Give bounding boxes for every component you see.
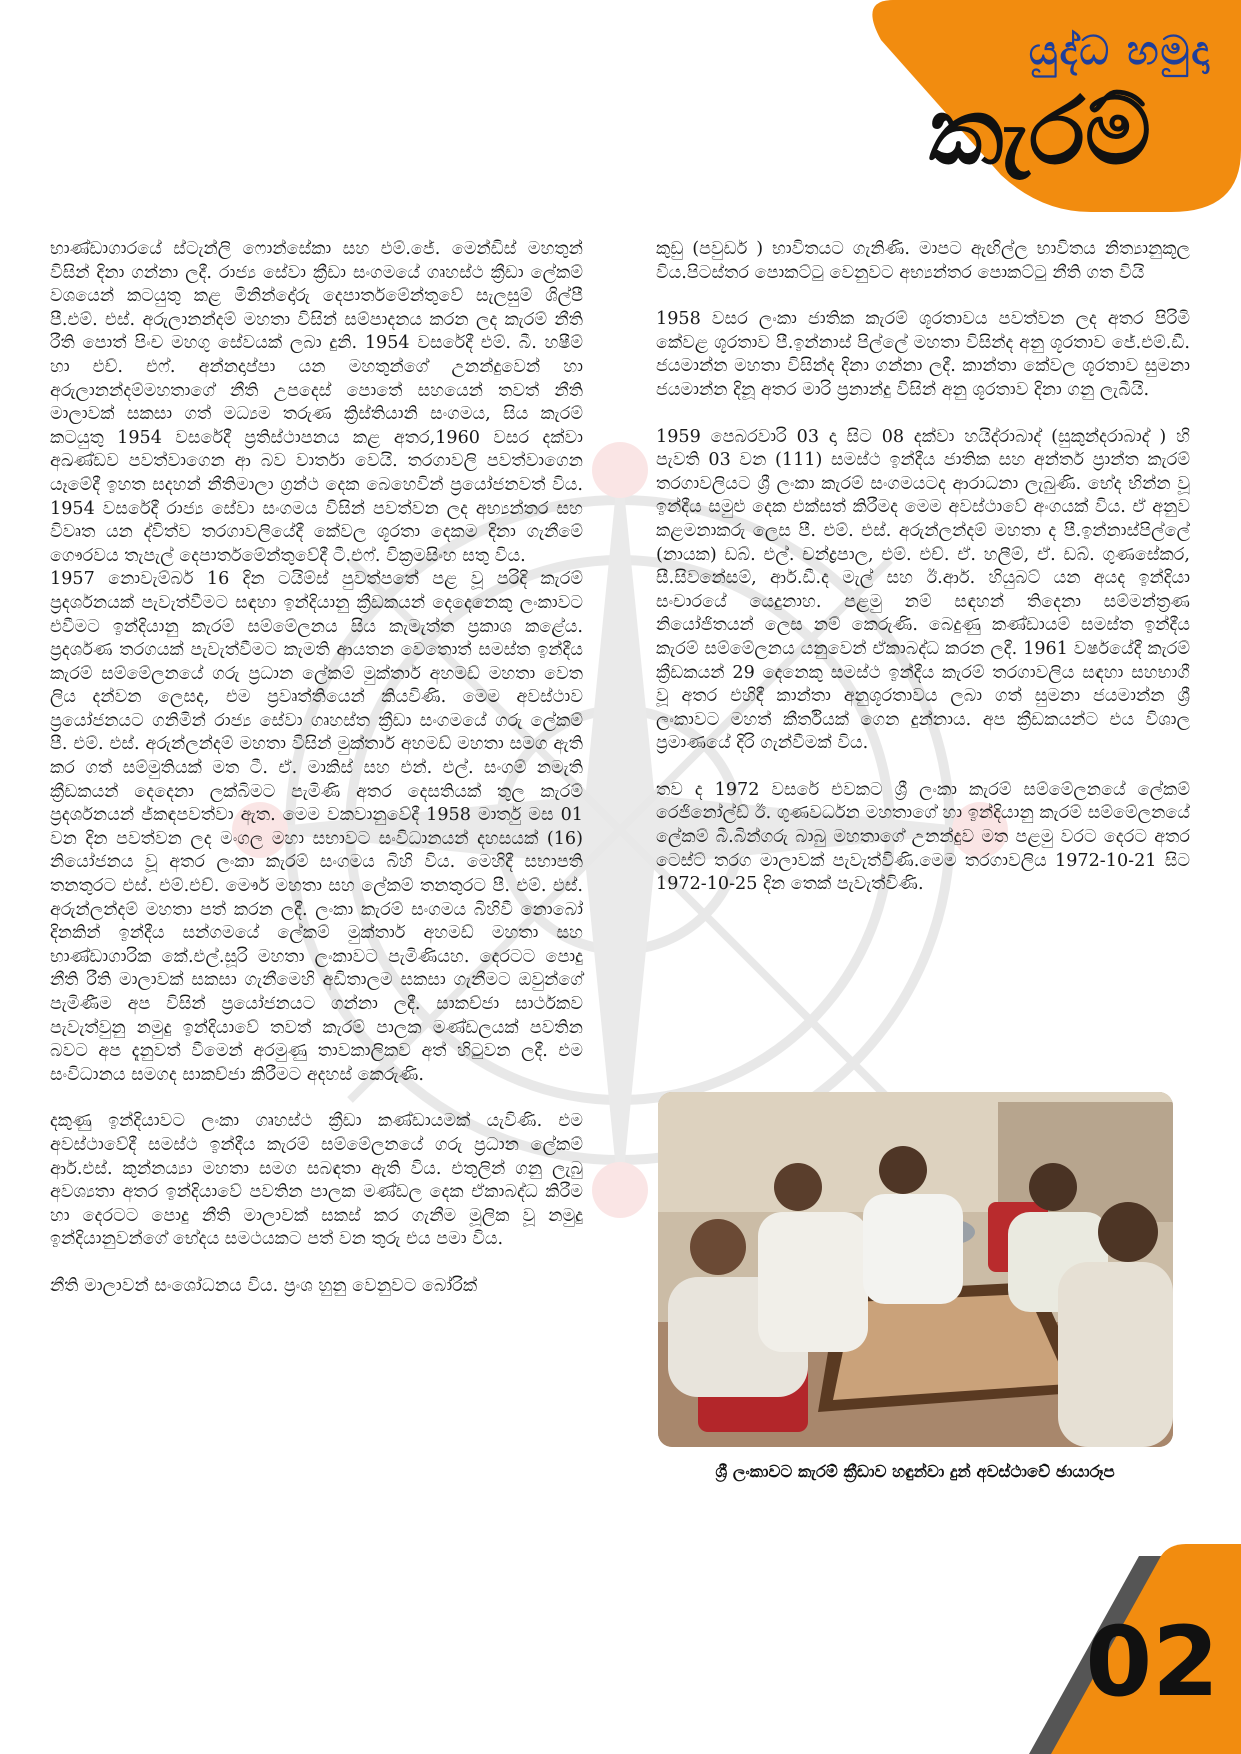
page-badge [981,1544,1241,1754]
photo-caption: ශ්‍රී ලංකාවට කැරම් ක්‍රීඩාව හඳුන්වා දුන් අවස්ථාවේ ඡායාරූප [715,1462,1115,1481]
carrom-photo-image [658,1092,1173,1447]
paragraph: 1958 වසර ලංකා ජාතික කැරම් ශූරතාවය පවත්වන ලද අතර පිරිමි කේවළ ශූරතාව පී.ඉන්නාස් පිල්ලේ මහතා විසින්ද අනු ශූරතාව ජේ.එම්.ඩී. ජයමාන්න මහතා විසින්ද දිනා ගන්නා ලදී. කාන්තා කේවල ශූරතාව සුමනා ජයමාන්න දිනූ අතර මාරි ප්‍රනාන්දු විසින් අනු ශූරතාව දිනා ගනු ලැබීයි. [656,309,1190,400]
page-number: 02 [1085,1606,1219,1718]
paragraph: කුඩු (පවුඩර් ) භාවිතයට ගැනිණි. මාපට ඇඟිල්ල භාවිතය නිත්‍යානුකූල විය.පිටස්තර පොකට්ටු වෙනුවට අභ්‍යන්තර පොකට්ටු නීති ගත වියි [656,239,1190,283]
carrom-photo [658,1092,1173,1447]
paragraph: තව ද 1972 වසරේ එවකට ශ්‍රී ලංකා කැරම් සම්මේලනයේ ලේකම් රෙජිනෝල්ඩ් ඊ. ගුණවර්ධන මහතාගේ හා ඉන්දියානු කැරම් සම්මේලනයේ ලේකම් බී.බින්ගරු බාබු මහතාගේ උනන්දුව මත පළමු වරට දෙරට අතර ටෙස්ට් තරග මාලාවක් පැවැත්විණි.මෙම තරගාවලිය 1972-10-21 සිට 1972-10-25 දින තෙක් පැවැත්විණි. [656,779,1190,895]
paragraph: නීති මාලාවන් සංශෝධනය විය. ප්‍රංශ හුනු වෙනුවට බෝරික් [50,1275,478,1296]
paragraph: 1959 පෙබරවාරි 03 දා සිට 08 දක්වා හයිද්රාබාද් (සුකුන්දරාබාද් ) හි පැවති 03 වන (111) සමස්ථ ඉන්දීය ජාතික සහ අන්තර් ප්‍රාන්ත කැරම් තරගාවලියට ශ්‍රී ලංකා කැරම් සංගමයටද ආරාධනා ලැබුණි. භේද භින්න වූ ඉන්දීය සමුළු දෙක එක්සත් කිරීමද මෙම අවස්ථාවේ අංගයක් විය. ඒ අනුව කළමනාකරු ලෙස පී. එම්. එස්. අරුන්ලන්දම් මහතා ද පී.ඉන්නාස්පිල්ලේ (නායක) ඩබ්. එල්. චන්ද්‍රපාල, එම්. එච්. ඒ. හලීම්, ඒ. ඩබ්. ගුණසේකර, සී.සිවනේසම්, ආර්.ඩී.ද මැල් සහ ඊ.ආර්. හියුබට් යන අයද ඉන්දියා සංචාරයේ යෙදුනාහ. පළමු නම් සඳහන් තිදෙනා සම්මන්ත්‍රණ නියෝජිතයන් ලෙස නම් කෙරුණි. බෙදුණු කණ්ඩායම් සමස්ත ඉන්දීය කැරම් සම්මේලනය යනුවෙන් ඒකාබද්ධ කරන ලදී. 1961 වර්ෂයේදී කැරම් ක්‍රීඩකයන් 29 දෙනෙකු සමස්ථ ඉන්දීය කැරම් තරගාවලිය සඳහා සහභාගී වූ අතර එහිදී කාන්තා අනුශූරතාවය ලබා ගත් සුමනා ජයමාන්න ශ්‍රී ලංකාවට මහත් කීර්තියක් ගෙන දුන්නාය. අප ක්‍රීඩකයන්ට එය විශාල ප්‍රමාණයේ දිරි ගැන්වීමක් විය. [656,426,1190,754]
paragraph: භාණ්ඩාගාරයේ ස්ටැන්ලි ෆොන්සේකා සහ එම්.ජේ. මෙන්ඩිස් මහතුන් විසින් දිනා ගන්නා ලදී. රාජ්‍ය සේවා ක්‍රීඩා සංගමයේ ගෘහස්ථ ක්‍රීඩා ලේකම් වශයෙන් කටයුතු කළ මිනින්දෝරු දෙපාර්තමේන්තුවේ සැලසුම් ශිල්පී පී.එම්. එස්. අරුලානන්දම් මහතා විසින් සම්පාදනය කරන ලද කැරම් නීති රීති පොත් පිංච මහගු සේවයක් ලබා දුනි. 1954 වසරේදී එම්. බී. හෂීම් හා එච්. එෆ්. අන්නදාප්පා යන මහතුන්ගේ උනන්දුවෙන් හා අරුලානන්දම්මහතාගේ නීති උපදෙස් පොතේ සහයෙන් තවත් නීති මාලාවක් සකසා ගත් මධ්‍යම තරුණ ක්‍රිස්තියානි සංගමය, සිය කැරම් කටයුතු 1954 වසරේදී ප්‍රතිස්ථාපනය කළ අතර,1960 වසර දක්වා අඛණ්ඩව පවත්වාගෙන ආ බව වාර්තා වෙයි. තරගාවලි පවත්වාගෙන යෑමේදී ඉහත සදහන් නීතිමාලා ග්‍රන්ථ දෙක බෙහෙවින් ප්‍රයෝජනවත් විය. 1954 වසරේදී රාජ්‍ය සේවා සංගමය විසින් පවත්වන ලද අභ්‍යන්තර සහ විවෘත යන ද්විත්ව තරගාවලියේදී කේවල ශූරතා දෙකම දිනා ගැනීමේ ගෞරවය තැපැල් දෙපාර්තමේන්තුවේදී ටී.එෆ්. වික්‍රමසිංහ සතු විය. [50,239,583,566]
header-badge [841,0,1241,212]
header-title: කැරම් [928,78,1151,185]
paragraph: දකුණු ඉන්දියාවට ලංකා ගෘහස්ථ ක්‍රීඩා කණ්ඩායමක් යැවිණි. එම අවස්ථාවේදී සමස්ථ ඉන්දීය කැරම් සම්මේලනයේ ගරු ප්‍රධාන ලේකම් ආර්.එස්. කුන්නය්‍යා මහතා සමග සබඳතා ඇති විය. එතුලින් ගනු ලැබු අවශ්‍යතා අතර ඉන්දියාවේ පවතින පාලක මණ්ඩල දෙක ඒකාබද්ධ කිරීම හා දෙරටට පොදු නීති මාලාවක් සකස් කර ගැනීම මූලික වූ නමුදු ඉන්දියානුවන්ගේ භේදය සමථයකට පත් වන තුරු එය පමා විය. [50,1111,583,1250]
header-subtitle: යුද්ධ හමුදා [1028,28,1211,74]
right-column [656,238,1190,920]
paragraph: 1957 නොවැම්බර් 16 දින ටයිම්ස් පුවත්පතේ පළ වූ පරිදි කැරම් ප්‍රදර්ශනයක් පැවැත්වීමට සඳහා ඉන්දියානු ක්‍රීඩකයන් දෙදෙනෙකු ලංකාවට එවීමට ඉන්දියානු කැරම් සම්මේලනය සිය කැමැත්ත ප්‍රකාශ කළේය. ප්‍රදර්ශණ තරගයක් පැවැත්වීමට කැමති ආයතන වෙතොත් සමස්ත ඉන්දීය කැරම් සම්මේලනයේ ගරු ප්‍රධාන ලේකම් මුක්තාර් අහමඩ් මහතා වෙත ලිය දන්වන ලෙසද, එම ප්‍රවෘත්තියෙන් කියවිණි. මෙම අවස්ථාව ප්‍රයෝජනයට ගනිමින් රාජ්‍ය සේවා ගෘහස්ත ක්‍රීඩා සංගමයේ ගරු ලේකම් පී. එම්. එස්. අරුන්ලන්දම් මහතා විසින් මුක්තාර් අහමඩ් මහතා සමග ඇති කර ගත් සම්මුතියක් මත ටී. ඒ. මාකිස් සහ එන්. එල්. සංගම් නමැති ක්‍රීඩකයන් දෙදෙනා ලක්බිමට පැමිණි අතර දෙසතියක් තුල කැරම් ප්‍රදර්ශනයන් ජ්කඳපවත්වා ඇත. මෙම වකවානුවේදී 1958 මාර්තු මස 01 වන දින පවත්වන ලද මංගල මහා සභාවට සංවිධානයන් දහසයක් (16) නියෝජනය වූ අතර ලංකා කැරම් සංගමය බිහි විය. මෙහිදී සභාපති තනතුරට එස්. එම්.එච්. මෞර් මහතා සහ ලේකම් තනතුරට පී. එම්. එස්. අරුන්ලන්දම් මහතා පත් කරන ලදී. ලංකා කැරම් සංගමය බිහිවී නොබෝ දිනකින් ඉන්දීය සන්ගමයේ ලේකම් මුක්තාර් අහමඩ් මහතා සහ භාණ්ඩාගාරික කේ.එල්.සූරි මහතා ලංකාවට පැමිණියහ. දෙරටට පොදු නීති රීති මාලාවක් සකසා ගැනීමෙහි අඩිතාලම සකසා ගැනීමට ඔවුන්ගේ පැමිණීම අප විසින් ප්‍රයෝජනයට ගන්නා ලදී. සාකච්ජා සාර්ථකව පැවැත්වුනු නමුදු ඉන්දියාවේ තවත් කැරම් පාලක මණ්ඩලයක් පවතින බවට අප දැනුවත් වීමෙන් අරමුණු තාවකාලිකව අත් හිටුවන ලදී. එම සංවිධානය සමගද සාකච්ජා කිරීමට අදහස් කෙරුණි. [50,569,583,1085]
left-column [50,238,583,1322]
